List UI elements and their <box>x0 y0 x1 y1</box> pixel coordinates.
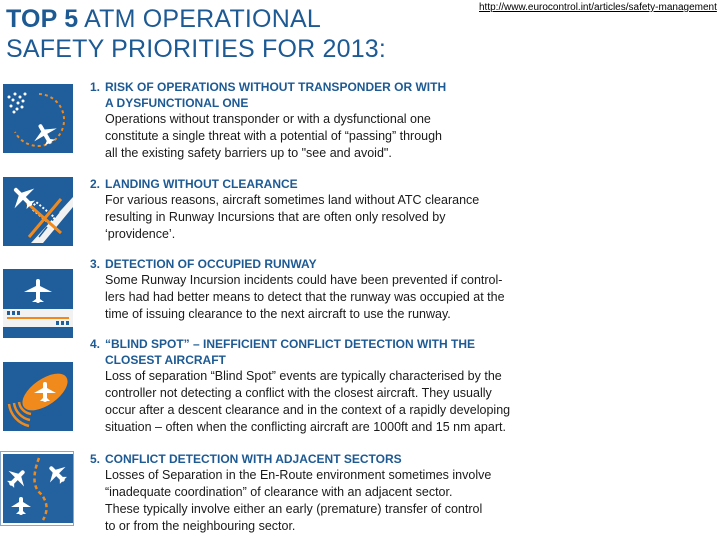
priority-heading-line: CLOSEST AIRCRAFT <box>105 353 226 367</box>
priority-body-line: Losses of Separation in the En-Route environment sometimes involve <box>105 468 492 482</box>
priority-body-line: “inadequate coordination” of clearance with an adjacent sector. <box>105 485 453 499</box>
priority-body-line: These typically involve either an early (premature) transfer of control <box>105 502 483 516</box>
priority-number: 1. <box>90 80 101 94</box>
priority-body-line: Some Runway Incursion incidents could have been prevented if control- <box>105 273 503 287</box>
priority-body-line: ‘providence’. <box>105 227 176 241</box>
priority-body-line: For various reasons, aircraft sometimes land without ATC clearance <box>105 193 480 207</box>
priority-heading <box>90 79 530 95</box>
priority-item-3 <box>90 256 530 323</box>
priority-item-1 <box>90 79 530 162</box>
priority-number: 2. <box>90 177 101 191</box>
priority-heading <box>90 451 530 467</box>
priority-body-line: situation – often when the conflicting aircraft are 1000ft and 15 nm apart. <box>105 420 506 434</box>
priority-heading-line: “BLIND SPOT” – INEFFICIENT CONFLICT DETECTION WITH THE <box>105 337 475 351</box>
airplane-over-runway-icon <box>3 269 73 338</box>
priority-body-line: Operations without transponder or with a dysfunctional one <box>105 112 431 126</box>
priority-body-line: all the existing safety barriers up to "see and avoid". <box>105 146 392 160</box>
source-link[interactable]: http://www.eurocontrol.int/articles/safety-management <box>479 2 717 13</box>
priority-item-4 <box>90 336 530 436</box>
priority-heading-line: LANDING WITHOUT CLEARANCE <box>105 177 298 191</box>
priority-number: 5. <box>90 452 101 466</box>
priority-item-2 <box>90 176 530 243</box>
priority-body-line: resulting in Runway Incursions that are often only resolved by <box>105 210 446 224</box>
priority-heading-line: DETECTION OF OCCUPIED RUNWAY <box>105 257 317 271</box>
priority-item-5 <box>90 451 530 535</box>
priority-heading-line: A DYSFUNCTIONAL ONE <box>105 96 249 110</box>
priority-body-line: to or from the neighbouring sector. <box>105 519 296 533</box>
page-title <box>6 5 321 33</box>
airplanes-sector-boundary-icon <box>3 454 73 523</box>
priority-body-line: Loss of separation “Blind Spot” events are typically characterised by the <box>105 369 502 383</box>
priority-number: 4. <box>90 337 101 351</box>
page-title-line2: SAFETY PRIORITIES FOR 2013: <box>6 35 387 63</box>
priority-heading <box>90 256 530 272</box>
priority-heading <box>90 176 530 192</box>
page-title-bold: TOP 5 <box>6 5 79 33</box>
priority-body-line: time of issuing clearance to the next aircraft to use the runway. <box>105 307 451 321</box>
radar-sweep-airplane-icon <box>3 362 73 431</box>
priority-body-line: constitute a single threat with a potential of “passing” through <box>105 129 443 143</box>
priority-body-line: lers had had better means to detect that the runway was occupied at the <box>105 290 505 304</box>
priority-heading <box>90 336 530 352</box>
radar-dots-airplane-icon <box>3 84 73 153</box>
priority-number: 3. <box>90 257 101 271</box>
priority-heading-line: CONFLICT DETECTION WITH ADJACENT SECTORS <box>105 452 402 466</box>
priority-body-line: controller not detecting a conflict with the closest aircraft. They usually <box>105 386 492 400</box>
airplane-crossed-runway-icon <box>3 177 73 246</box>
priority-body-line: occur after a descent clearance and in the context of a rapidly developing <box>105 403 511 417</box>
page-title-rest: ATM OPERATIONAL <box>78 5 321 33</box>
priority-heading-line: RISK OF OPERATIONS WITHOUT TRANSPONDER OR WITH <box>105 80 447 94</box>
